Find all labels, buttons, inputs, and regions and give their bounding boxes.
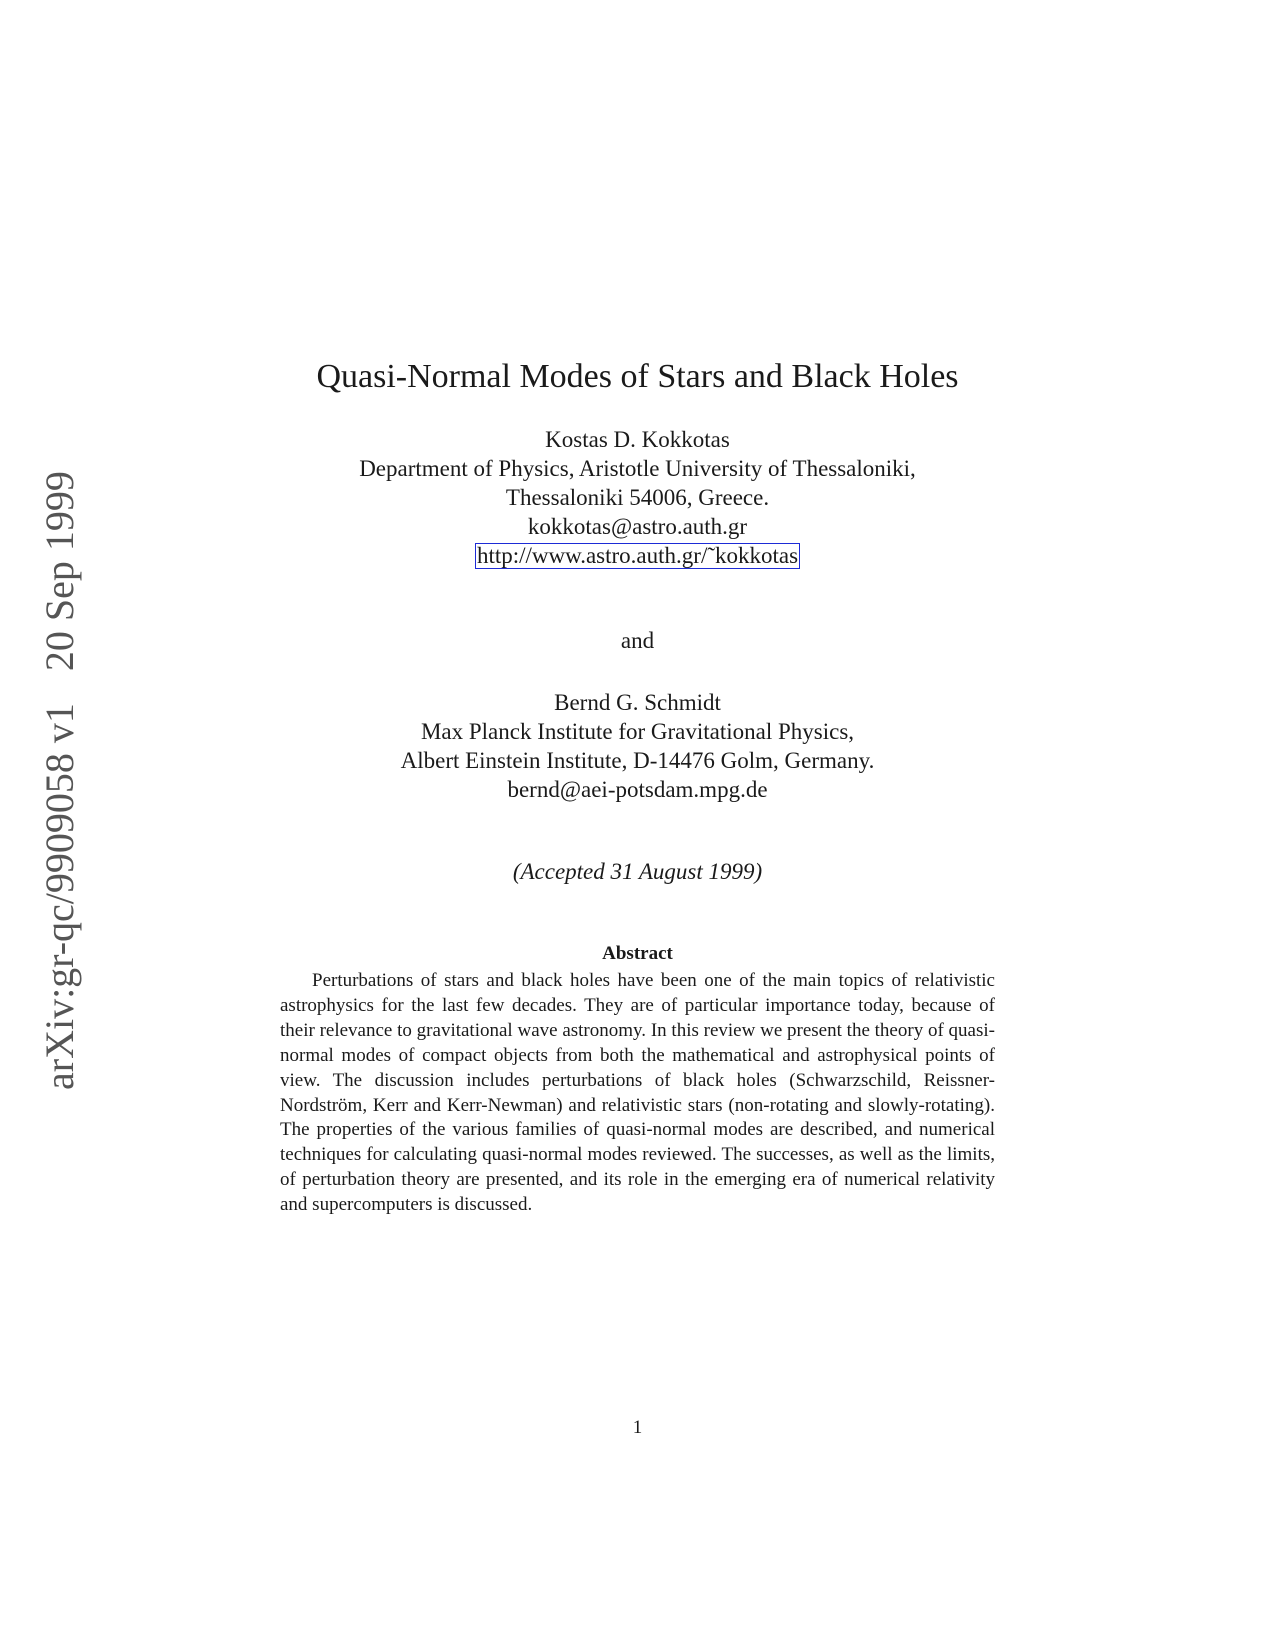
author-email: kokkotas@astro.auth.gr xyxy=(527,514,748,539)
author-affiliation-address: Thessaloniki 54006, Greece. xyxy=(505,485,770,510)
author-affiliation: Max Planck Institute for Gravitational Physics, xyxy=(420,719,855,744)
author-affiliation-address: Albert Einstein Institute, D-14476 Golm, Germany. xyxy=(400,748,875,773)
author-email: bernd@aei-potsdam.mpg.de xyxy=(507,777,768,802)
abstract-body: Perturbations of stars and black holes have been one of the main topics of relativistic astrophysics for the last few decades. They are of particular importance today, because of their relevance to gravitational wave astronomy. In this review we present the theory of quasi-normal modes of compact objects from both the mathematical and astrophysical points of view. The discussion includes perturbations of black holes (Schwarzschild, Reissner-Nordström, Kerr and Kerr-Newman) and relativistic stars (non-rotating and slowly-rotating). The properties of the various families of quasi-normal modes are described, and numerical techniques for calculating quasi-normal modes reviewed. The successes, as well as the limits, of perturbation theory are presented, and its role in the emerging era of numerical relativity and supercomputers is discussed. xyxy=(280,970,995,1216)
accepted-date: (Accepted 31 August 1999) xyxy=(512,859,763,884)
abstract-heading: Abstract xyxy=(602,943,673,964)
author-affiliation: Department of Physics, Aristotle University of Thessaloniki, xyxy=(359,456,916,481)
author-block-schmidt xyxy=(0,688,1275,804)
page-number: 1 xyxy=(632,1417,643,1438)
author-name: Bernd G. Schmidt xyxy=(554,690,721,715)
paper-title: Quasi-Normal Modes of Stars and Black Holes xyxy=(316,358,959,395)
author-block-kokkotas xyxy=(0,425,1275,570)
arxiv-date: 20 Sep 1999 xyxy=(37,471,82,672)
arxiv-identifier: arXiv:gr-qc/9909058 v1 xyxy=(37,703,82,1090)
author-conjunction: and xyxy=(620,628,655,653)
author-name: Kostas D. Kokkotas xyxy=(545,427,730,452)
author-homepage-link[interactable]: http://www.astro.auth.gr/˜kokkotas xyxy=(476,543,799,568)
